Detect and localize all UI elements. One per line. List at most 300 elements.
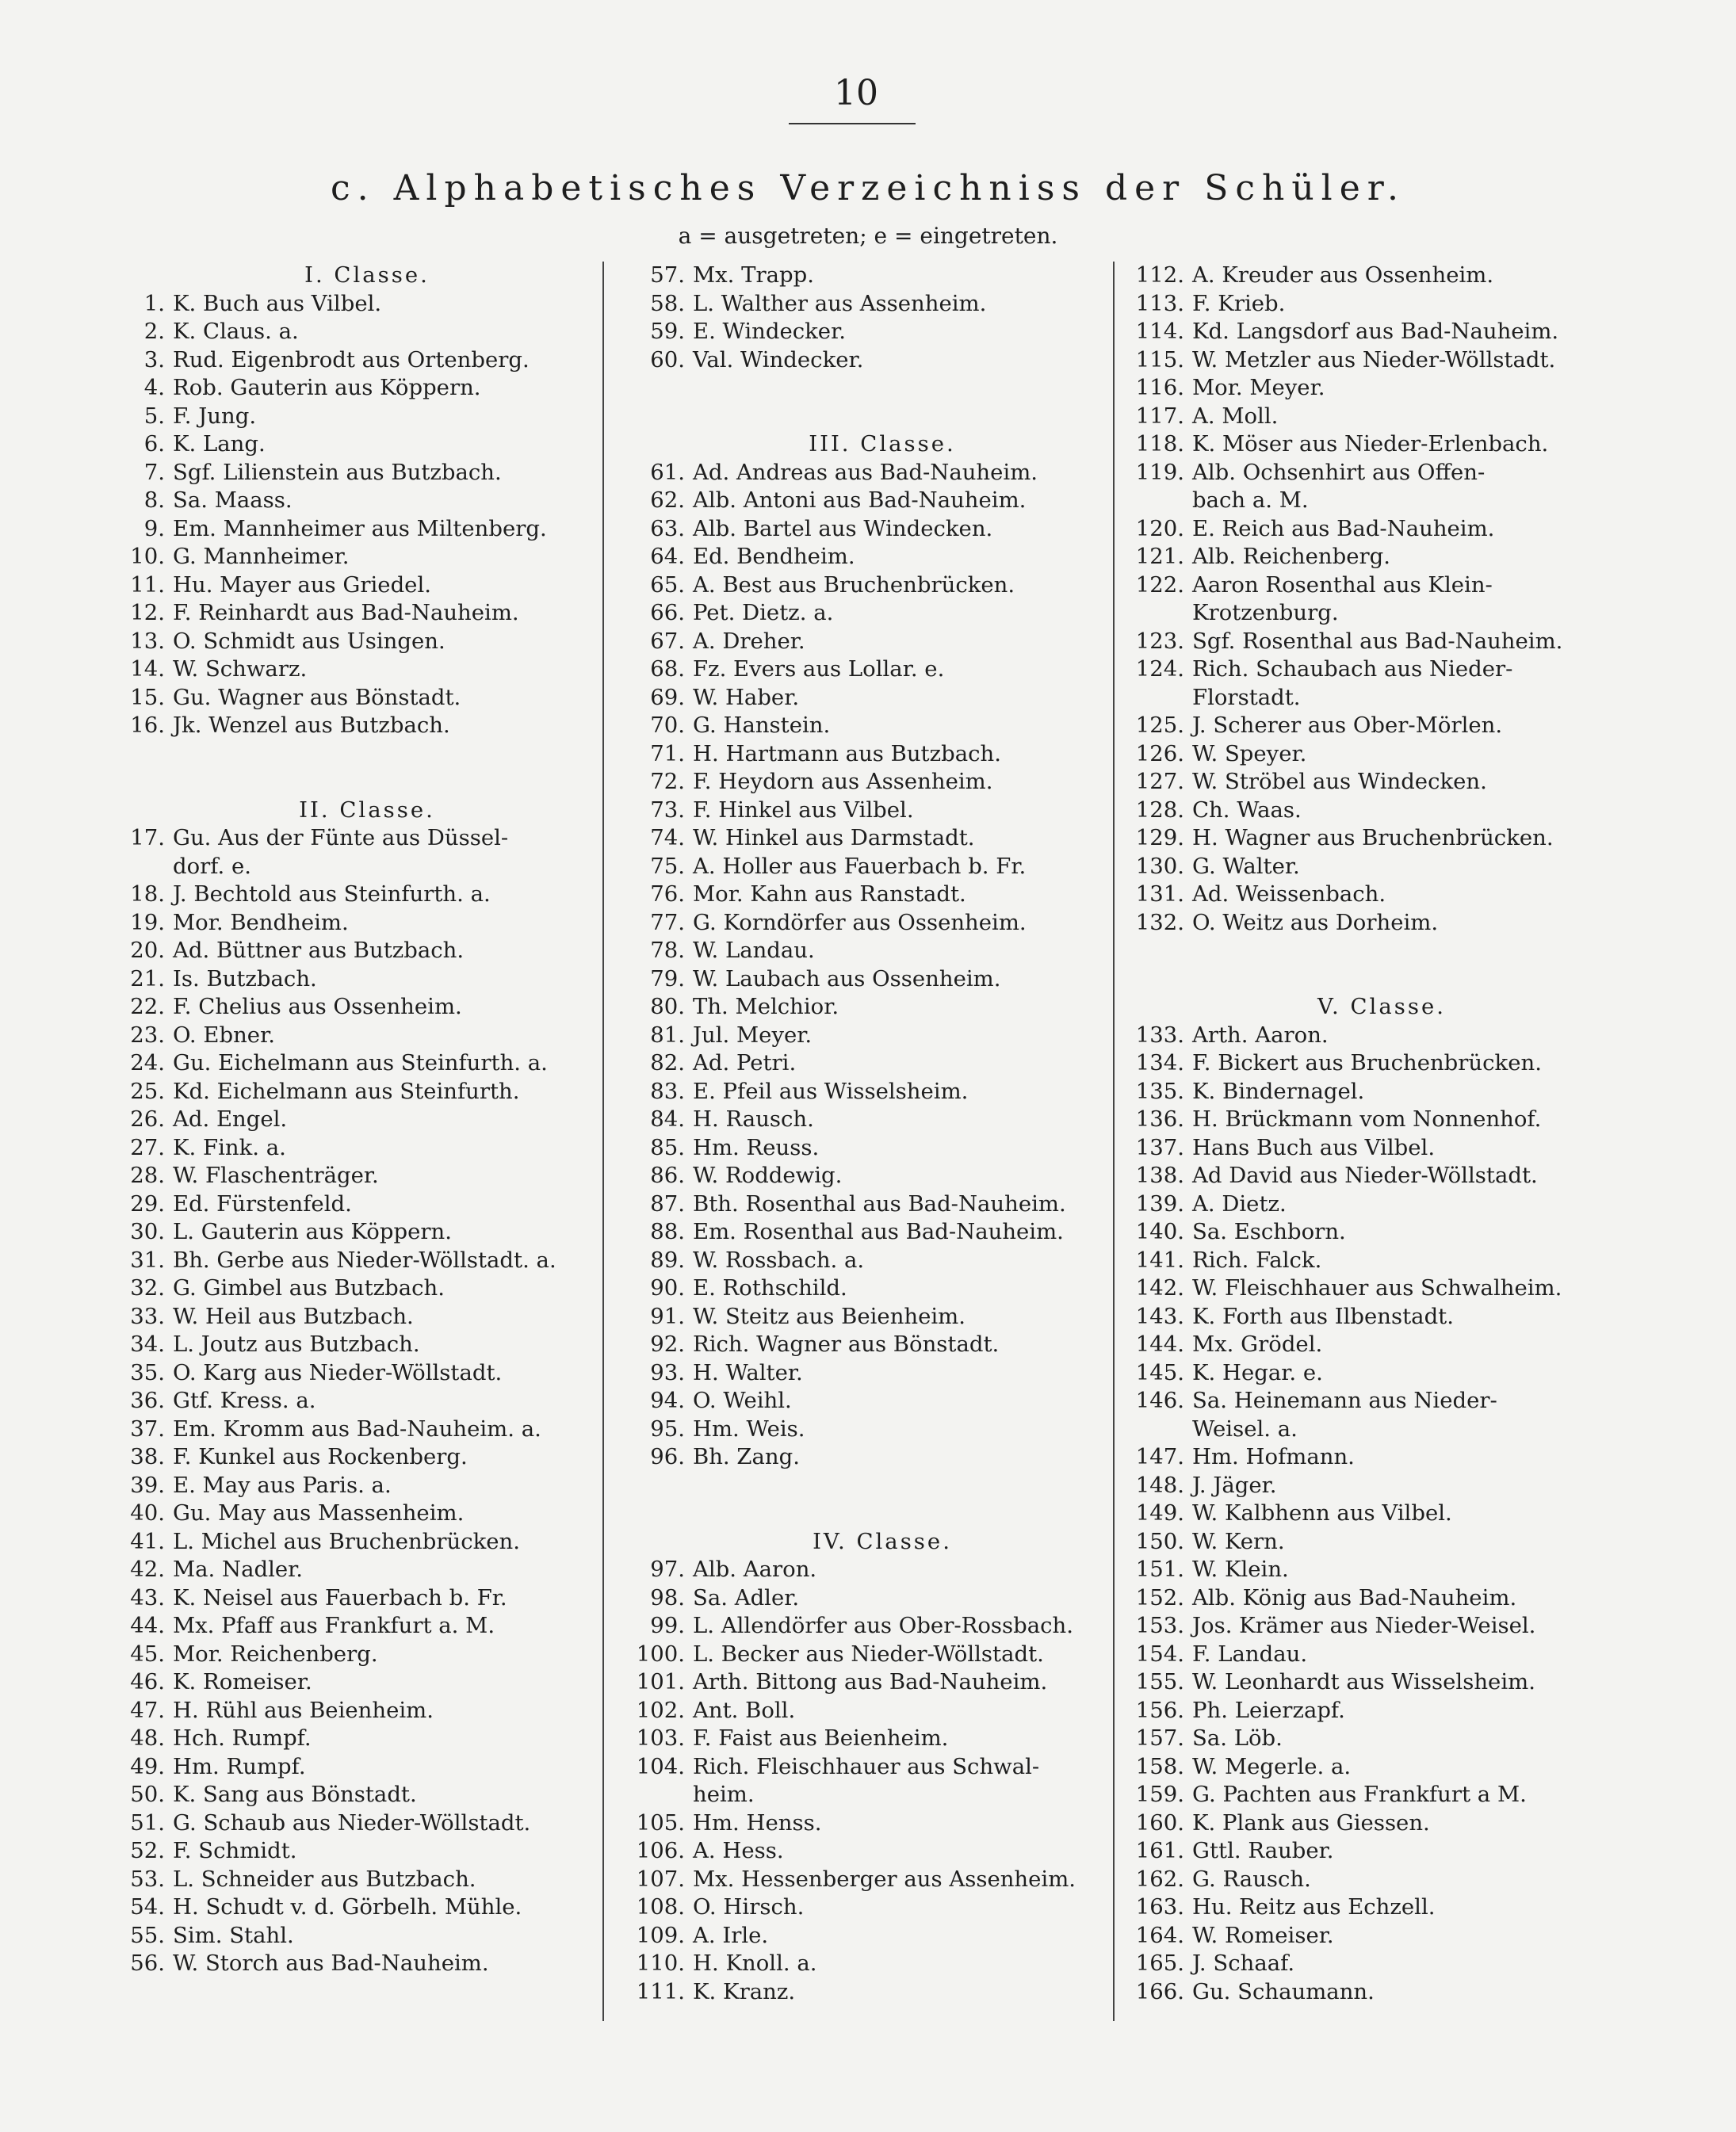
student-list-classe-2-continued — [633, 262, 1108, 374]
entry-number: 127. — [1135, 769, 1184, 794]
entry-text: Rich. Fleischhauer aus Schwal- — [693, 1753, 1040, 1779]
entry-text: Hm. Rumpf. — [173, 1753, 306, 1779]
entry-text: G. Walter. — [1192, 853, 1300, 879]
entry-number: 92. — [650, 1332, 685, 1357]
entry-number: 148. — [1135, 1472, 1184, 1498]
student-entry — [633, 1556, 1108, 1584]
entry-text: Alb. Aaron. — [693, 1557, 817, 1582]
entry-text: G. Pachten aus Frankfurt a M. — [1192, 1782, 1527, 1807]
entry-number: 164. — [1135, 1922, 1184, 1948]
student-list-classe-4-c — [1132, 262, 1608, 459]
page-number: 10 — [834, 73, 878, 113]
student-entry — [1132, 1049, 1608, 1078]
abbreviation-legend: a = ausgetreten; e = eingetreten. — [678, 223, 1058, 249]
student-entry — [633, 965, 1108, 994]
student-entry — [633, 1218, 1108, 1247]
entry-text: W. Flaschenträger. — [173, 1163, 379, 1188]
entry-number: 104. — [636, 1753, 685, 1779]
entry-text: Pet. Dietz. a. — [693, 600, 834, 625]
entry-text: L. Gauterin aus Köppern. — [173, 1219, 452, 1244]
student-entry — [1132, 1922, 1608, 1951]
entry-text: Hm. Reuss. — [693, 1134, 820, 1160]
entry-number: 115. — [1135, 346, 1184, 373]
entry-number: 39. — [130, 1472, 165, 1498]
entry-text: J. Schaaf. — [1192, 1951, 1295, 1976]
student-entry — [117, 1584, 593, 1613]
entry-number: 126. — [1135, 740, 1184, 766]
student-entry — [633, 655, 1108, 684]
entry-number: 23. — [130, 1022, 165, 1048]
entry-text: Ed. Bendheim. — [693, 544, 855, 569]
entry-number: 135. — [1135, 1078, 1184, 1104]
entry-text: Hu. Reitz aus Echzell. — [1192, 1894, 1436, 1920]
entry-number: 34. — [130, 1332, 165, 1357]
entry-text: G. Hanstein. — [693, 713, 831, 738]
column-2 — [633, 262, 1108, 2021]
entry-number: 119. — [1135, 459, 1184, 485]
student-entry — [1132, 1078, 1608, 1106]
entry-number: 12. — [130, 600, 165, 625]
entry-text: Gu. Aus der Fünte aus Düssel- — [173, 825, 509, 850]
entry-number: 144. — [1135, 1332, 1184, 1357]
entry-text: Is. Butzbach. — [173, 965, 317, 991]
student-entry — [633, 1387, 1108, 1416]
student-entry — [633, 262, 1108, 290]
student-entry — [117, 487, 593, 515]
section-heading-classe-5: V. Classe. — [1317, 994, 1446, 1019]
student-entry — [1132, 768, 1608, 797]
entry-number: 67. — [650, 628, 685, 654]
entry-text: H. Schudt v. d. Görbelh. Mühle. — [173, 1894, 522, 1920]
student-entry — [1132, 1106, 1608, 1134]
entry-number: 36. — [130, 1388, 165, 1413]
entry-number: 55. — [130, 1922, 165, 1948]
entry-number: 111. — [636, 1978, 685, 2004]
entry-number: 131. — [1135, 881, 1184, 907]
entry-text: G. Rausch. — [1192, 1866, 1311, 1892]
entry-text: Sgf. Lilienstein aus Butzbach. — [173, 459, 502, 485]
student-entry — [633, 1641, 1108, 1669]
student-entry — [117, 1387, 593, 1416]
entry-number: 122. — [1135, 571, 1184, 598]
entry-number: 160. — [1135, 1809, 1184, 1836]
entry-text: Mor. Bendheim. — [173, 909, 349, 935]
student-entry — [633, 712, 1108, 740]
student-entry — [117, 909, 593, 938]
entry-text: A. Hess. — [693, 1838, 784, 1863]
student-entry — [633, 768, 1108, 797]
student-entry — [117, 459, 593, 487]
entry-number: 81. — [650, 1022, 685, 1048]
entry-text: W. Rossbach. a. — [693, 1247, 865, 1273]
entry-text: K. Claus. a. — [173, 319, 299, 344]
column-divider — [602, 262, 604, 2021]
entry-text: J. Bechtold aus Steinfurth. a. — [173, 881, 491, 907]
entry-number: 40. — [130, 1500, 165, 1526]
entry-continuation: Weisel. a. — [1192, 1416, 1298, 1442]
student-entry — [633, 346, 1108, 375]
entry-text: K. Sang aus Bönstadt. — [173, 1782, 417, 1807]
entry-number: 41. — [130, 1528, 165, 1554]
student-entry — [117, 1781, 593, 1809]
entry-text: A. Dreher. — [693, 628, 805, 654]
entry-number: 53. — [130, 1866, 165, 1892]
student-entry — [1132, 1556, 1608, 1584]
student-entry — [1132, 797, 1608, 825]
entry-number: 62. — [650, 487, 685, 513]
entry-number: 15. — [130, 684, 165, 710]
entry-number: 156. — [1135, 1697, 1184, 1723]
entry-text: O. Hirsch. — [693, 1894, 805, 1920]
student-entry — [1132, 1584, 1608, 1613]
student-entry — [1132, 515, 1608, 544]
entry-text: L. Schneider aus Butzbach. — [173, 1866, 476, 1892]
entry-text: W. Megerle. a. — [1192, 1753, 1352, 1779]
entry-text: W. Kern. — [1192, 1528, 1285, 1554]
entry-number: 10. — [130, 544, 165, 569]
student-entry — [633, 1584, 1108, 1613]
entry-text: Sim. Stahl. — [173, 1922, 294, 1948]
student-entry — [633, 853, 1108, 881]
student-entry — [117, 1247, 593, 1275]
entry-number: 37. — [130, 1416, 165, 1442]
entry-number: 65. — [650, 571, 685, 598]
student-entry — [117, 1809, 593, 1838]
entry-text: F. Heydorn aus Assenheim. — [693, 769, 993, 794]
entry-text: Rud. Eigenbrodt aus Ortenberg. — [173, 346, 530, 373]
student-entry — [633, 1303, 1108, 1332]
entry-number: 163. — [1135, 1894, 1184, 1920]
entry-text: Hch. Rumpf. — [173, 1725, 312, 1751]
entry-text: W. Heil aus Butzbach. — [173, 1303, 414, 1329]
entry-number: 165. — [1135, 1951, 1184, 1976]
student-entry — [117, 1556, 593, 1584]
entry-number: 117. — [1135, 403, 1184, 429]
entry-number: 103. — [636, 1725, 685, 1751]
entry-number: 107. — [636, 1866, 685, 1892]
entry-text: Gu. Wagner aus Bönstadt. — [173, 684, 461, 710]
student-entry — [633, 1190, 1108, 1219]
student-entry — [117, 1641, 593, 1669]
entry-number: 63. — [650, 515, 685, 541]
student-entry — [1132, 430, 1608, 459]
student-entry — [117, 1950, 593, 1978]
entry-number: 155. — [1135, 1669, 1184, 1695]
entry-number: 48. — [130, 1725, 165, 1751]
entry-text: Rich. Wagner aus Bönstadt. — [693, 1332, 1000, 1357]
entry-number: 143. — [1135, 1303, 1184, 1329]
entry-number: 133. — [1135, 1022, 1184, 1048]
entry-number: 13. — [130, 628, 165, 654]
section-heading-classe-3: III. Classe. — [809, 431, 956, 457]
entry-number: 31. — [130, 1247, 165, 1273]
entry-text: Hm. Henss. — [693, 1809, 822, 1836]
entry-number: 74. — [650, 825, 685, 850]
entry-number: 35. — [130, 1359, 165, 1385]
entry-number: 26. — [130, 1106, 165, 1132]
student-entry — [117, 1725, 593, 1753]
entry-number: 20. — [130, 938, 165, 963]
student-list-classe-4-e — [1132, 712, 1608, 937]
student-entry — [117, 1331, 593, 1359]
entry-number: 68. — [650, 656, 685, 682]
student-entry — [1132, 1274, 1608, 1303]
student-entry — [633, 487, 1108, 515]
student-entry — [117, 1472, 593, 1500]
student-entry — [1132, 909, 1608, 938]
entry-text: Rob. Gauterin aus Köppern. — [173, 375, 481, 400]
entry-text: Mor. Reichenberg. — [173, 1641, 378, 1667]
entry-text: E. Rothschild. — [693, 1275, 847, 1301]
student-entry — [1132, 403, 1608, 431]
entry-text: F. Landau. — [1192, 1641, 1308, 1667]
student-entry — [633, 1078, 1108, 1106]
entry-text: Ph. Leierzapf. — [1192, 1697, 1345, 1723]
student-list-classe-5-b — [1132, 1443, 1608, 2006]
student-entry — [633, 824, 1108, 853]
student-entry — [633, 909, 1108, 938]
student-entry — [1132, 1359, 1608, 1388]
entry-number: 18. — [130, 881, 165, 907]
entry-number: 112. — [1135, 262, 1184, 288]
student-entry — [1132, 655, 1608, 684]
entry-text: F. Chelius aus Ossenheim. — [173, 994, 462, 1019]
entry-number: 166. — [1135, 1978, 1184, 2004]
entry-text: Jos. Krämer aus Nieder-Weisel. — [1192, 1613, 1536, 1638]
student-list-classe-4-b — [633, 1809, 1108, 2007]
entry-text: F. Jung. — [173, 403, 257, 429]
entry-number: 120. — [1135, 515, 1184, 541]
student-list-classe-3 — [633, 459, 1108, 1472]
student-entry — [1132, 1950, 1608, 1978]
entry-text: K. Kranz. — [693, 1978, 796, 2004]
entry-number: 96. — [650, 1444, 685, 1469]
student-entry — [633, 1809, 1108, 1838]
entry-text: Alb. König aus Bad-Nauheim. — [1192, 1584, 1517, 1610]
entry-number: 154. — [1135, 1641, 1184, 1667]
entry-number: 3. — [143, 346, 165, 373]
student-entry — [117, 1528, 593, 1557]
entry-text: H. Brückmann vom Nonnenhof. — [1192, 1106, 1542, 1132]
entry-text: Mor. Meyer. — [1192, 375, 1325, 400]
entry-number: 116. — [1135, 375, 1184, 400]
entry-text: Fz. Evers aus Lollar. e. — [693, 656, 945, 682]
student-entry — [633, 1978, 1108, 2007]
entry-number: 82. — [650, 1050, 685, 1076]
entry-text: W. Laubach aus Ossenheim. — [693, 965, 1001, 991]
entry-number: 44. — [130, 1613, 165, 1638]
entry-number: 91. — [650, 1303, 685, 1329]
entry-number: 52. — [130, 1838, 165, 1863]
entry-text: Sa. Maass. — [173, 487, 293, 513]
entry-continuation: heim. — [693, 1782, 755, 1807]
entry-text: K. Möser aus Nieder-Erlenbach. — [1192, 431, 1549, 457]
entry-number: 50. — [130, 1782, 165, 1807]
student-entry — [1132, 1668, 1608, 1697]
entry-number: 88. — [650, 1219, 685, 1244]
student-entry — [1132, 1218, 1608, 1247]
student-entry — [117, 1612, 593, 1641]
entry-text: H. Rausch. — [693, 1106, 814, 1132]
student-entry — [633, 628, 1108, 656]
entry-number: 24. — [130, 1050, 165, 1076]
entry-number: 78. — [650, 938, 685, 963]
student-entry — [633, 1331, 1108, 1359]
student-entry — [117, 628, 593, 656]
entry-text: K. Hegar. e. — [1192, 1359, 1323, 1385]
entry-number: 6. — [143, 431, 165, 457]
entry-text: Th. Melchior. — [693, 994, 839, 1019]
student-entry — [1132, 374, 1608, 403]
student-entry — [1132, 346, 1608, 375]
entry-text: Aaron Rosenthal aus Klein- — [1192, 571, 1493, 598]
entry-text: A. Holler aus Fauerbach b. Fr. — [693, 853, 1027, 879]
student-list-classe-4-d — [1132, 515, 1608, 571]
column-3 — [1132, 262, 1608, 2021]
entry-text: Sa. Heinemann aus Nieder- — [1192, 1388, 1497, 1413]
entry-number: 105. — [636, 1809, 685, 1836]
student-entry — [117, 937, 593, 965]
student-entry — [1132, 1725, 1608, 1753]
entry-text: Sa. Löb. — [1192, 1725, 1283, 1751]
student-entry — [1132, 1866, 1608, 1894]
entry-text: L. Allendörfer aus Ober-Rossbach. — [693, 1613, 1073, 1638]
entry-number: 47. — [130, 1697, 165, 1723]
entry-number: 113. — [1135, 290, 1184, 316]
entry-text: Hm. Hofmann. — [1192, 1444, 1355, 1469]
entry-text: W. Romeiser. — [1192, 1922, 1334, 1948]
entry-text: G. Gimbel aus Butzbach. — [173, 1275, 445, 1301]
entry-number: 136. — [1135, 1106, 1184, 1132]
student-entry — [117, 1500, 593, 1528]
entry-number: 149. — [1135, 1500, 1184, 1526]
entry-text: F. Hinkel aus Vilbel. — [693, 797, 914, 823]
entry-text: E. May aus Paris. a. — [173, 1472, 392, 1498]
entry-number: 95. — [650, 1416, 685, 1442]
entry-text: L. Michel aus Bruchenbrücken. — [173, 1528, 520, 1554]
entry-number: 139. — [1135, 1190, 1184, 1217]
student-entry — [1132, 740, 1608, 769]
entry-number: 90. — [650, 1275, 685, 1301]
student-entry — [117, 1134, 593, 1163]
entry-number: 57. — [650, 262, 685, 288]
student-entry — [1132, 1837, 1608, 1866]
student-entry — [633, 993, 1108, 1022]
entry-text: O. Weitz aus Dorheim. — [1192, 909, 1439, 935]
entry-text: Em. Kromm aus Bad-Nauheim. a. — [173, 1416, 541, 1442]
student-list-classe-2 — [117, 881, 593, 1978]
student-entry — [117, 993, 593, 1022]
entry-text: W. Metzler aus Nieder-Wöllstadt. — [1192, 346, 1556, 373]
student-entry — [117, 318, 593, 346]
student-entry — [117, 684, 593, 713]
entry-text: Rich. Schaubach aus Nieder- — [1192, 656, 1513, 682]
entry-text: K. Plank aus Giessen. — [1192, 1809, 1430, 1836]
student-entry — [1132, 1893, 1608, 1922]
student-entry — [117, 374, 593, 403]
entry-number: 27. — [130, 1134, 165, 1160]
entry-text: G. Schaub aus Nieder-Wöllstadt. — [173, 1809, 531, 1836]
entry-text: W. Fleischhauer aus Schwalheim. — [1192, 1275, 1562, 1301]
student-entry — [117, 1218, 593, 1247]
student-entry — [633, 1950, 1108, 1978]
entry-text: Kd. Langsdorf aus Bad-Nauheim. — [1192, 319, 1559, 344]
student-entry — [117, 1078, 593, 1106]
student-entry — [1132, 1162, 1608, 1190]
entry-number: 87. — [650, 1190, 685, 1217]
entry-number: 146. — [1135, 1388, 1184, 1413]
student-entry — [633, 1162, 1108, 1190]
student-entry — [633, 1866, 1108, 1894]
entry-text: Mx. Trapp. — [693, 262, 814, 288]
entry-number: 114. — [1135, 319, 1184, 344]
entry-number: 51. — [130, 1809, 165, 1836]
column-divider — [1113, 262, 1115, 2021]
entry-number: 153. — [1135, 1613, 1184, 1638]
entry-text: G. Korndörfer aus Ossenheim. — [693, 909, 1027, 935]
student-entry — [633, 318, 1108, 346]
entry-number: 145. — [1135, 1359, 1184, 1385]
entry-text: Mx. Hessenberger aus Assenheim. — [693, 1866, 1076, 1892]
entry-text: H. Wagner aus Bruchenbrücken. — [1192, 825, 1554, 850]
student-list-classe-1 — [117, 290, 593, 740]
entry-number: 124. — [1135, 656, 1184, 682]
student-entry — [633, 1697, 1108, 1725]
entry-text: Ant. Boll. — [693, 1697, 796, 1723]
entry-text: O. Ebner. — [173, 1022, 275, 1048]
student-entry — [117, 1359, 593, 1388]
entry-number: 46. — [130, 1669, 165, 1695]
entry-number: 1. — [143, 290, 165, 316]
student-entry — [633, 1753, 1108, 1782]
entry-text: K. Lang. — [173, 431, 266, 457]
student-entry — [117, 599, 593, 628]
entry-number: 137. — [1135, 1134, 1184, 1160]
entry-number: 22. — [130, 994, 165, 1019]
entry-text: H. Walter. — [693, 1359, 803, 1385]
student-entry — [633, 881, 1108, 909]
entry-text: Mor. Kahn aus Ranstadt. — [693, 881, 966, 907]
entry-text: Bh. Zang. — [693, 1444, 800, 1469]
student-entry — [1132, 1134, 1608, 1163]
entry-text: K. Romeiser. — [173, 1669, 312, 1695]
entry-continuation: bach a. M. — [1192, 487, 1309, 513]
entry-number: 86. — [650, 1163, 685, 1188]
entry-number: 128. — [1135, 797, 1184, 823]
student-entry — [633, 797, 1108, 825]
student-entry — [1132, 1247, 1608, 1275]
entry-text: Alb. Antoni aus Bad-Nauheim. — [693, 487, 1027, 513]
entry-text: F. Bickert aus Bruchenbrücken. — [1192, 1050, 1542, 1076]
entry-text: W. Ströbel aus Windecken. — [1192, 769, 1487, 794]
entry-continuation: dorf. e. — [173, 853, 252, 879]
entry-text: E. Reich aus Bad-Nauheim. — [1192, 515, 1495, 541]
student-entry — [117, 1443, 593, 1472]
entry-number: 161. — [1135, 1838, 1184, 1863]
entry-text: Gu. Schaumann. — [1192, 1978, 1375, 2004]
student-entry — [117, 712, 593, 740]
student-entry — [633, 684, 1108, 713]
page-number-rule — [789, 123, 916, 124]
entry-text: Ad David aus Nieder-Wöllstadt. — [1192, 1163, 1538, 1188]
entry-text: Gtf. Kress. a. — [173, 1388, 316, 1413]
entry-text: H. Rühl aus Beienheim. — [173, 1697, 434, 1723]
student-entry — [633, 571, 1108, 600]
entry-number: 49. — [130, 1753, 165, 1779]
entry-text: Kd. Eichelmann aus Steinfurth. — [173, 1078, 520, 1104]
entry-number: 33. — [130, 1303, 165, 1329]
entry-text: Mx. Pfaff aus Frankfurt a. M. — [173, 1613, 495, 1638]
